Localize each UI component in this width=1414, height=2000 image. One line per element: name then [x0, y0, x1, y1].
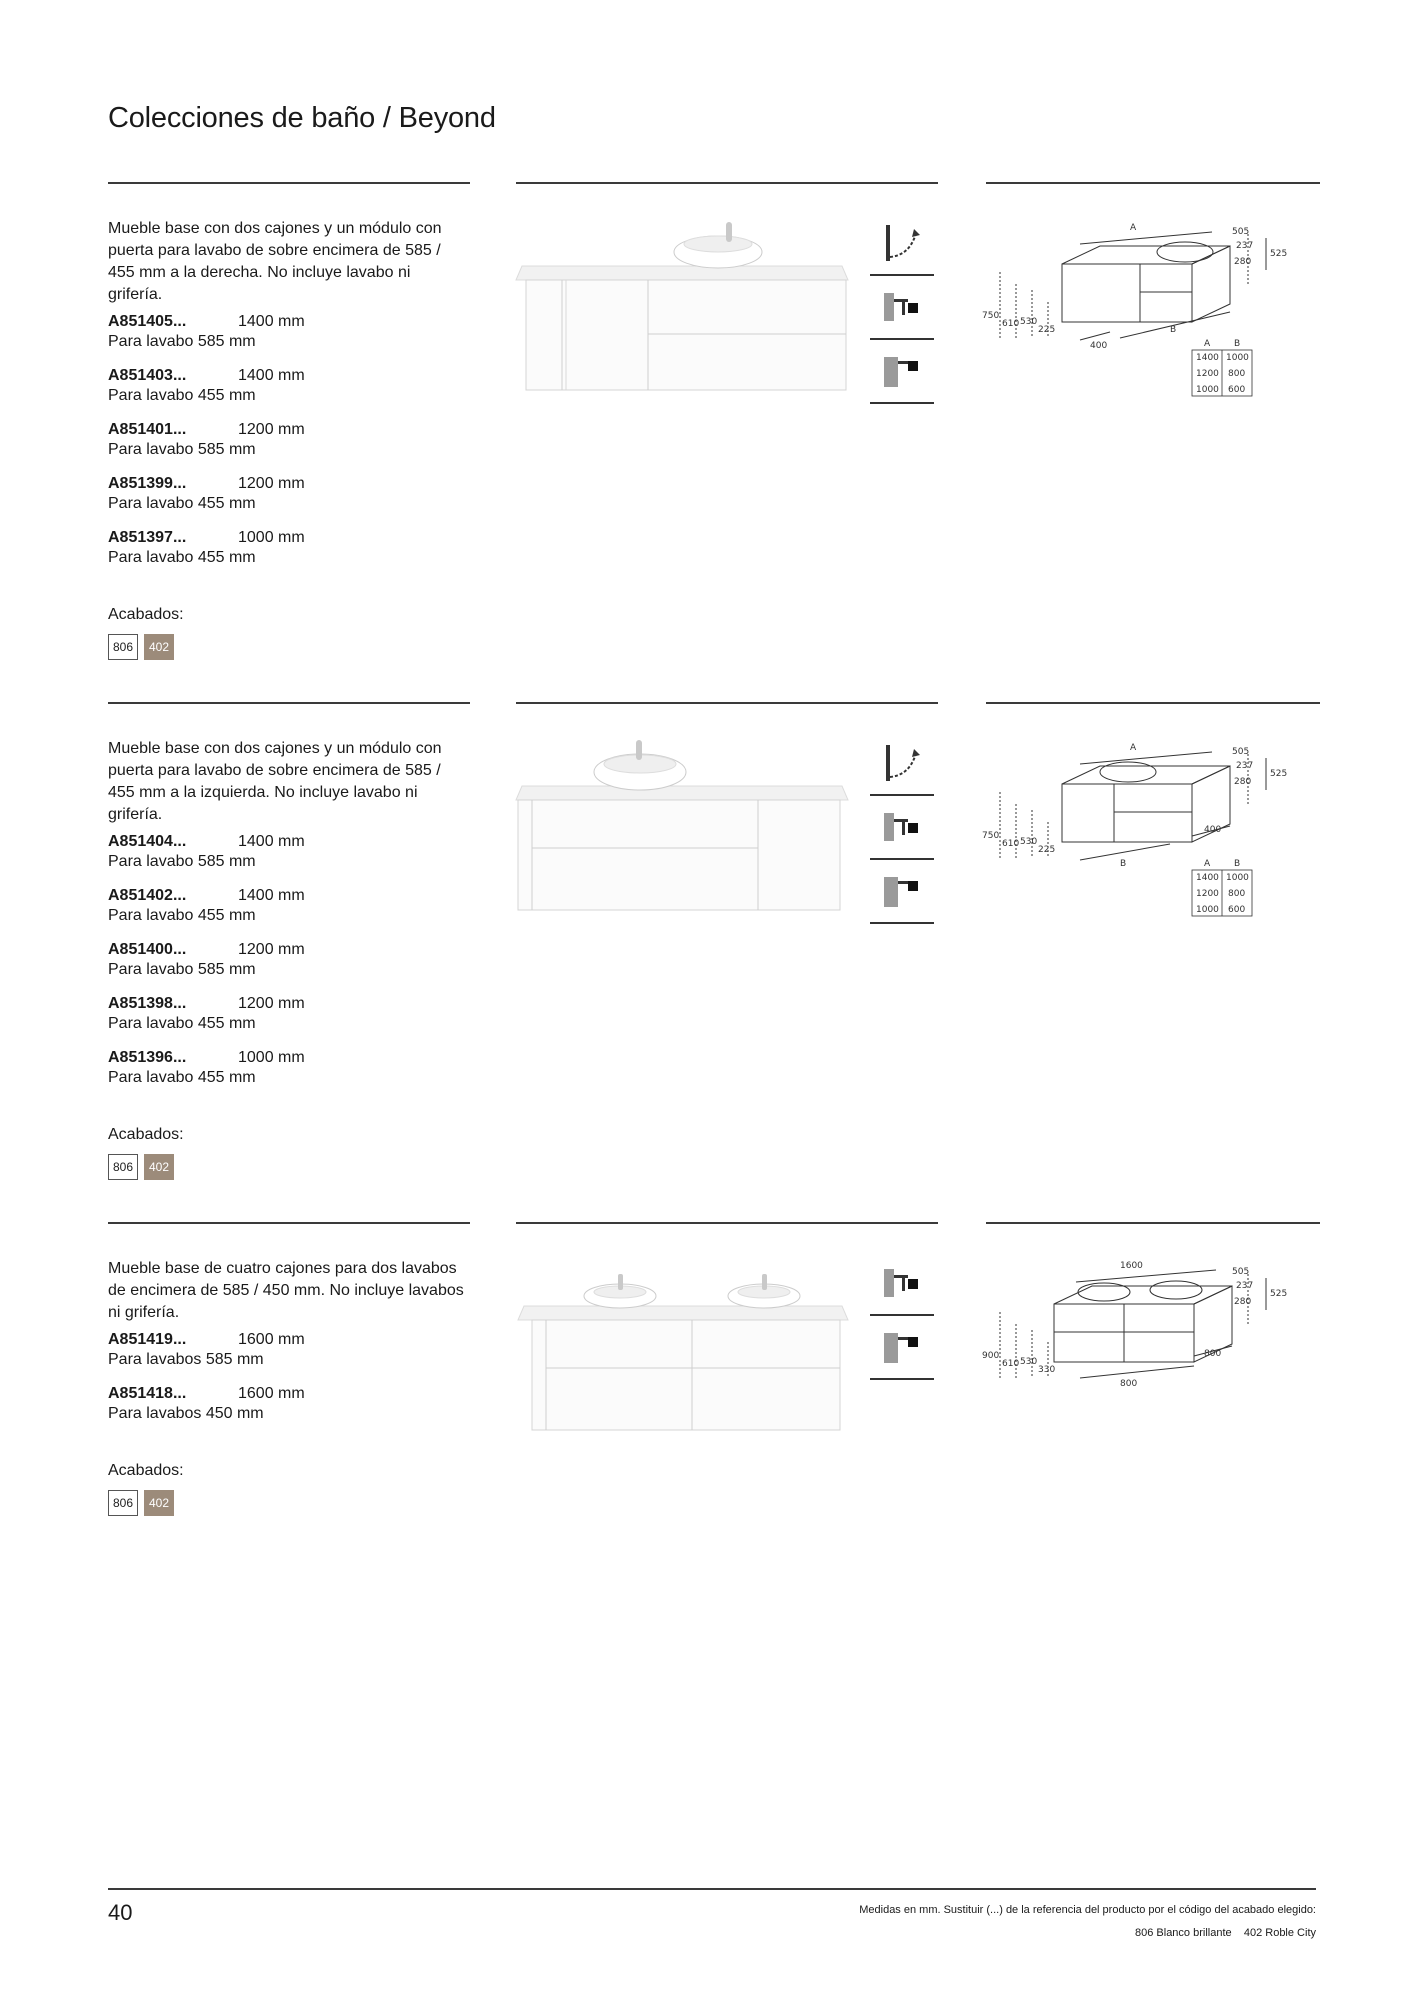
finish-swatch-402: 402 [144, 634, 174, 660]
dim-505: 505 [1232, 747, 1250, 757]
dim-800-right: 800 [1204, 1349, 1222, 1359]
dim-530: 530 [1020, 1357, 1038, 1367]
product-item [108, 832, 438, 886]
product-size: 1400 mm [238, 833, 305, 850]
page-number: 40 [108, 1900, 133, 1925]
finish-swatches [108, 634, 174, 660]
section-rule-middle [516, 702, 938, 704]
table-header-a: A [1204, 339, 1211, 349]
table-cell: 600 [1228, 385, 1246, 395]
dim-400: 400 [1204, 825, 1222, 835]
technical-drawing [980, 212, 1310, 412]
cabinet-body [526, 280, 846, 390]
product-note: Para lavabos 585 mm [108, 1351, 264, 1368]
basin-outline [1157, 242, 1213, 262]
dim-b-label: B [1170, 325, 1177, 335]
product-code: A851400... [108, 941, 187, 958]
product-note: Para lavabo 585 mm [108, 333, 256, 350]
footer-finishes-legend: 806 Blanco brillante 402 Roble City [1135, 1927, 1316, 1939]
table-cell: 1200 [1196, 889, 1219, 899]
product-size: 1600 mm [238, 1385, 305, 1402]
dim-800-left: 800 [1120, 1379, 1138, 1389]
product-code: A851405... [108, 313, 187, 330]
product-item [108, 994, 438, 1048]
product-code: A851404... [108, 833, 187, 850]
dim-237: 237 [1236, 241, 1254, 251]
product-code: A851399... [108, 475, 187, 492]
countertop [518, 1306, 848, 1320]
table-header-b: B [1234, 339, 1241, 349]
dim-280: 280 [1234, 257, 1252, 267]
product-item [108, 366, 438, 420]
product-section-3 [0, 1222, 1414, 1742]
product-note: Para lavabo 585 mm [108, 441, 256, 458]
table-cell: 800 [1228, 889, 1246, 899]
section-rule-right [986, 702, 1320, 704]
product-item [108, 474, 438, 528]
product-item [108, 886, 438, 940]
dim-525: 525 [1270, 769, 1288, 779]
dim-width-label: 1600 [1120, 1261, 1143, 1271]
dim-280: 280 [1234, 1297, 1252, 1307]
finishes-label: Acabados: [108, 1126, 184, 1143]
product-size: 1400 mm [238, 887, 305, 904]
table-cell: 600 [1228, 905, 1246, 915]
product-code: A851396... [108, 1049, 187, 1066]
product-note: Para lavabo 455 mm [108, 907, 256, 924]
finish-swatches [108, 1154, 174, 1180]
product-item [108, 528, 438, 582]
section-rule-middle [516, 1222, 938, 1224]
dim-610: 610 [1002, 839, 1020, 849]
dim-237: 237 [1236, 761, 1254, 771]
product-item [108, 940, 438, 994]
countertop [516, 266, 848, 280]
faucet [618, 1274, 623, 1290]
finishes-label: Acabados: [108, 606, 184, 623]
product-note: Para lavabo 585 mm [108, 961, 256, 978]
table-header-b: B [1234, 859, 1241, 869]
table-cell: 1200 [1196, 369, 1219, 379]
product-code: A851402... [108, 887, 187, 904]
faucet [636, 740, 642, 760]
product-item [108, 420, 438, 474]
installation-icons [870, 732, 934, 924]
product-note: Para lavabo 455 mm [108, 387, 256, 404]
dim-505: 505 [1232, 1267, 1250, 1277]
dim-225: 225 [1038, 325, 1056, 335]
cabinet-outline [1054, 1286, 1232, 1304]
product-size: 1000 mm [238, 529, 305, 546]
product-section-1 [0, 182, 1414, 702]
product-code: A851401... [108, 421, 187, 438]
product-section-2 [0, 702, 1414, 1222]
dim-505: 505 [1232, 227, 1250, 237]
section-rule-left [108, 1222, 470, 1224]
floor-drain-icon [870, 860, 934, 924]
finish-swatch-806: 806 [108, 634, 138, 660]
dim-610: 610 [1002, 319, 1020, 329]
footer-rule [108, 1888, 1316, 1890]
door-opening-icon [870, 732, 934, 796]
floor-drain-icon [870, 1316, 934, 1380]
product-code: A851419... [108, 1331, 187, 1348]
dim-225: 225 [1038, 845, 1056, 855]
dim-750: 750 [982, 831, 1000, 841]
dim-237: 237 [1236, 1281, 1254, 1291]
product-size: 1000 mm [238, 1049, 305, 1066]
product-description: Mueble base con dos cajones y un módulo con puerta para lavabo de sobre encimera de 585 / 455 mm a la izquierda. No incluye lavabo ni grifería. [108, 740, 442, 823]
product-list [108, 832, 438, 1102]
dim-610: 610 [1002, 1359, 1020, 1369]
product-code: A851418... [108, 1385, 187, 1402]
product-note: Para lavabo 455 mm [108, 1069, 256, 1086]
section-rule-right [986, 1222, 1320, 1224]
product-description: Mueble base con dos cajones y un módulo con puerta para lavabo de sobre encimera de 585 / 455 mm a la derecha. No incluye lavabo ni grifería. [108, 220, 442, 303]
product-list [108, 1330, 438, 1438]
product-note: Para lavabo 455 mm [108, 549, 256, 566]
dim-525: 525 [1270, 249, 1288, 259]
footer-note: Medidas en mm. Sustituir (...) de la referencia del producto por el código del acabado elegido: [859, 1904, 1316, 1916]
product-photo [512, 212, 852, 412]
table-cell: 1400 [1196, 353, 1219, 363]
basin-outline-right [1150, 1281, 1202, 1299]
finish-swatch-806: 806 [108, 1154, 138, 1180]
product-size: 1200 mm [238, 421, 305, 438]
product-item [108, 1384, 438, 1438]
wall-mounted-drain-icon [870, 276, 934, 340]
floor-drain-icon [870, 340, 934, 404]
cabinet-body [532, 1320, 840, 1430]
table-cell: 800 [1228, 369, 1246, 379]
dim-a-label: A [1130, 223, 1137, 233]
section-rule-right [986, 182, 1320, 184]
dim-a-label: A [1130, 743, 1137, 753]
finishes-label: Acabados: [108, 1462, 184, 1479]
product-note: Para lavabo 455 mm [108, 1015, 256, 1032]
table-cell: 1400 [1196, 873, 1219, 883]
section-rule-left [108, 182, 470, 184]
table-cell: 1000 [1196, 385, 1219, 395]
basin-outline [1100, 762, 1156, 782]
product-photo [512, 732, 852, 932]
product-size: 1200 mm [238, 475, 305, 492]
product-code: A851397... [108, 529, 187, 546]
installation-icons [870, 212, 934, 404]
product-note: Para lavabo 585 mm [108, 853, 256, 870]
cabinet-outline [1062, 246, 1230, 264]
wall-mounted-drain-icon [870, 1252, 934, 1316]
countertop [516, 786, 848, 800]
door-opening-icon [870, 212, 934, 276]
wall-mounted-drain-icon [870, 796, 934, 860]
section-rule-left [108, 702, 470, 704]
table-cell: 1000 [1196, 905, 1219, 915]
table-header-a: A [1204, 859, 1211, 869]
installation-icons [870, 1252, 934, 1380]
dimension-table [1192, 339, 1252, 396]
product-code: A851398... [108, 995, 187, 1012]
dim-525: 525 [1270, 1289, 1288, 1299]
product-photo [512, 1252, 852, 1452]
section-rule-middle [516, 182, 938, 184]
product-item [108, 1048, 438, 1102]
technical-drawing [980, 1252, 1310, 1452]
dim-750: 750 [982, 311, 1000, 321]
product-description: Mueble base de cuatro cajones para dos lavabos de encimera de 585 / 450 mm. No incluye lavabos ni grifería. [108, 1260, 464, 1321]
dim-330: 330 [1038, 1365, 1056, 1375]
cabinet-outline [1062, 766, 1230, 784]
dim-530: 530 [1020, 317, 1038, 327]
product-size: 1400 mm [238, 367, 305, 384]
finish-swatch-806: 806 [108, 1490, 138, 1516]
product-size: 1200 mm [238, 941, 305, 958]
technical-drawing [980, 732, 1310, 932]
cabinet-body [518, 800, 840, 910]
product-code: A851403... [108, 367, 187, 384]
finish-swatches [108, 1490, 174, 1516]
table-cell: 1000 [1226, 873, 1249, 883]
dim-530: 530 [1020, 837, 1038, 847]
dim-400: 400 [1090, 341, 1108, 351]
product-size: 1400 mm [238, 313, 305, 330]
faucet [762, 1274, 767, 1290]
table-cell: 1000 [1226, 353, 1249, 363]
product-note: Para lavabo 455 mm [108, 495, 256, 512]
finish-swatch-402: 402 [144, 1154, 174, 1180]
product-size: 1600 mm [238, 1331, 305, 1348]
faucet [726, 222, 732, 242]
dim-280: 280 [1234, 777, 1252, 787]
product-note: Para lavabos 450 mm [108, 1405, 264, 1422]
product-item [108, 1330, 438, 1384]
product-size: 1200 mm [238, 995, 305, 1012]
page-title: Colecciones de baño / Beyond [108, 102, 496, 134]
dimension-table [1192, 859, 1252, 916]
finish-swatch-402: 402 [144, 1490, 174, 1516]
product-list [108, 312, 438, 582]
dim-900: 900 [982, 1351, 1000, 1361]
product-item [108, 312, 438, 366]
dim-b-label: B [1120, 859, 1127, 869]
